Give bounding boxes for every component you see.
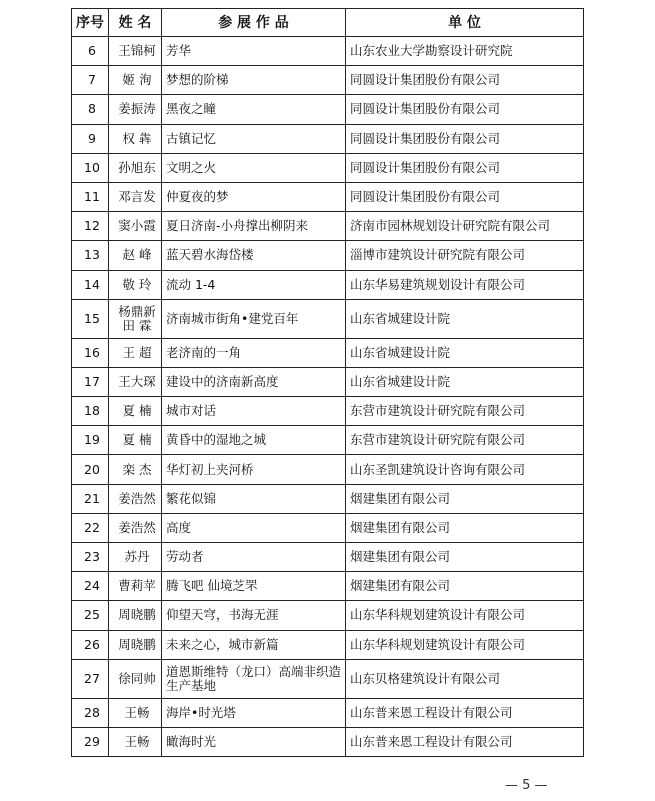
row-number-cell: 23	[72, 543, 109, 572]
row-number-cell: 20	[72, 455, 109, 484]
table-row	[72, 601, 584, 630]
row-name-cell: 王大琛	[109, 367, 162, 396]
table-row	[72, 241, 584, 270]
row-number-cell: 6	[72, 37, 109, 66]
row-work-cell: 老济南的一角	[162, 338, 346, 367]
row-org-cell: 烟建集团有限公司	[346, 484, 584, 513]
row-org-cell: 山东华易建筑规划设计有限公司	[346, 270, 584, 299]
row-number-cell: 12	[72, 212, 109, 241]
row-org-cell: 同圆设计集团股份有限公司	[346, 153, 584, 182]
row-name-cell: 敬 玲	[109, 270, 162, 299]
row-org-cell: 同圆设计集团股份有限公司	[346, 124, 584, 153]
row-name-cell: 姜浩然	[109, 513, 162, 542]
table-row	[72, 270, 584, 299]
row-work-cell: 黑夜之瞳	[162, 95, 346, 124]
row-number-cell: 7	[72, 66, 109, 95]
table-row	[72, 543, 584, 572]
row-org-cell: 山东省城建设计院	[346, 299, 584, 338]
table-row	[72, 299, 584, 338]
row-number-cell: 14	[72, 270, 109, 299]
table-row	[72, 95, 584, 124]
row-org-cell: 同圆设计集团股份有限公司	[346, 95, 584, 124]
table-row	[72, 66, 584, 95]
row-org-cell: 山东普来恩工程设计有限公司	[346, 698, 584, 727]
row-org-cell: 山东华科规划建筑设计有限公司	[346, 601, 584, 630]
row-number-cell: 9	[72, 124, 109, 153]
row-name-cell: 权 犇	[109, 124, 162, 153]
table-row	[72, 367, 584, 396]
row-work-cell: 古镇记忆	[162, 124, 346, 153]
row-name-cell: 夏 楠	[109, 426, 162, 455]
row-org-cell: 淄博市建筑设计研究院有限公司	[346, 241, 584, 270]
row-work-cell: 瞰海时光	[162, 727, 346, 756]
row-work-cell: 芳华	[162, 37, 346, 66]
header-name: 姓 名	[109, 9, 162, 37]
row-work-cell: 仰望天穹，书海无涯	[162, 601, 346, 630]
row-number-cell: 13	[72, 241, 109, 270]
row-number-cell: 19	[72, 426, 109, 455]
row-name-cell: 杨鼎新 田 霖	[109, 299, 162, 338]
row-org-cell: 山东农业大学勘察设计研究院	[346, 37, 584, 66]
table-row	[72, 659, 584, 698]
page-number: — 5 —	[505, 778, 548, 793]
row-work-cell: 黄昏中的湿地之城	[162, 426, 346, 455]
table-row	[72, 182, 584, 211]
row-name-cell: 王畅	[109, 727, 162, 756]
row-org-cell: 济南市园林规划设计研究院有限公司	[346, 212, 584, 241]
row-org-cell: 同圆设计集团股份有限公司	[346, 182, 584, 211]
header-num: 序号	[72, 9, 109, 37]
row-number-cell: 15	[72, 299, 109, 338]
row-name-cell: 姜浩然	[109, 484, 162, 513]
exhibition-list-table	[71, 8, 584, 757]
table-row	[72, 37, 584, 66]
row-name-cell: 夏 楠	[109, 397, 162, 426]
row-name-cell: 邓言发	[109, 182, 162, 211]
row-name-cell: 王锦柯	[109, 37, 162, 66]
row-name-cell: 赵 峰	[109, 241, 162, 270]
row-org-cell: 烟建集团有限公司	[346, 513, 584, 542]
row-work-cell: 流动 1-4	[162, 270, 346, 299]
table-row	[72, 124, 584, 153]
row-number-cell: 18	[72, 397, 109, 426]
row-name-cell: 姬 洵	[109, 66, 162, 95]
table-row	[72, 727, 584, 756]
row-org-cell: 山东华科规划建筑设计有限公司	[346, 630, 584, 659]
row-work-cell: 高度	[162, 513, 346, 542]
row-work-cell: 华灯初上夹河桥	[162, 455, 346, 484]
table-row	[72, 212, 584, 241]
row-org-cell: 东营市建筑设计研究院有限公司	[346, 426, 584, 455]
row-name-cell: 周晓鹏	[109, 630, 162, 659]
row-name-cell: 栾 杰	[109, 455, 162, 484]
row-org-cell: 烟建集团有限公司	[346, 543, 584, 572]
row-name-cell: 孙旭东	[109, 153, 162, 182]
row-number-cell: 16	[72, 338, 109, 367]
row-org-cell: 同圆设计集团股份有限公司	[346, 66, 584, 95]
row-number-cell: 8	[72, 95, 109, 124]
row-name-cell: 周晓鹏	[109, 601, 162, 630]
table-row	[72, 153, 584, 182]
row-work-cell: 城市对话	[162, 397, 346, 426]
row-number-cell: 25	[72, 601, 109, 630]
row-number-cell: 24	[72, 572, 109, 601]
table-row	[72, 397, 584, 426]
row-number-cell: 11	[72, 182, 109, 211]
row-work-cell: 夏日济南-小舟撑出柳阴来	[162, 212, 346, 241]
row-work-cell: 蓝天碧水海岱楼	[162, 241, 346, 270]
row-org-cell: 山东省城建设计院	[346, 338, 584, 367]
table-row	[72, 426, 584, 455]
row-work-cell: 劳动者	[162, 543, 346, 572]
row-number-cell: 26	[72, 630, 109, 659]
row-number-cell: 27	[72, 659, 109, 698]
table-row	[72, 572, 584, 601]
row-number-cell: 21	[72, 484, 109, 513]
table-row	[72, 698, 584, 727]
row-org-cell: 山东圣凯建筑设计咨询有限公司	[346, 455, 584, 484]
row-work-cell: 梦想的阶梯	[162, 66, 346, 95]
row-name-cell: 王 超	[109, 338, 162, 367]
table-row	[72, 484, 584, 513]
row-number-cell: 10	[72, 153, 109, 182]
table-header-row	[72, 9, 584, 37]
row-work-cell: 济南城市街角•建党百年	[162, 299, 346, 338]
table-row	[72, 513, 584, 542]
row-number-cell: 28	[72, 698, 109, 727]
row-work-cell: 海岸•时光塔	[162, 698, 346, 727]
row-work-cell: 腾飞吧 仙境芝罘	[162, 572, 346, 601]
row-org-cell: 山东省城建设计院	[346, 367, 584, 396]
row-work-cell: 未来之心，城市新篇	[162, 630, 346, 659]
row-name-cell: 姜振涛	[109, 95, 162, 124]
row-work-cell: 道恩斯维特（龙口）高端非织造生产基地	[162, 659, 346, 698]
row-number-cell: 29	[72, 727, 109, 756]
row-name-cell: 窦小霞	[109, 212, 162, 241]
row-org-cell: 山东贝格建筑设计有限公司	[346, 659, 584, 698]
table-row	[72, 630, 584, 659]
row-org-cell: 东营市建筑设计研究院有限公司	[346, 397, 584, 426]
row-org-cell: 山东普来恩工程设计有限公司	[346, 727, 584, 756]
row-number-cell: 17	[72, 367, 109, 396]
row-work-cell: 仲夏夜的梦	[162, 182, 346, 211]
row-work-cell: 建设中的济南新高度	[162, 367, 346, 396]
row-number-cell: 22	[72, 513, 109, 542]
row-work-cell: 文明之火	[162, 153, 346, 182]
table-body	[72, 37, 584, 757]
row-org-cell: 烟建集团有限公司	[346, 572, 584, 601]
row-name-cell: 徐同帅	[109, 659, 162, 698]
row-work-cell: 繁花似锦	[162, 484, 346, 513]
header-work: 参 展 作 品	[162, 9, 346, 37]
row-name-cell: 曹莉苹	[109, 572, 162, 601]
row-name-cell: 苏丹	[109, 543, 162, 572]
table-row	[72, 338, 584, 367]
row-name-cell: 王畅	[109, 698, 162, 727]
table-row	[72, 455, 584, 484]
header-org: 单 位	[346, 9, 584, 37]
